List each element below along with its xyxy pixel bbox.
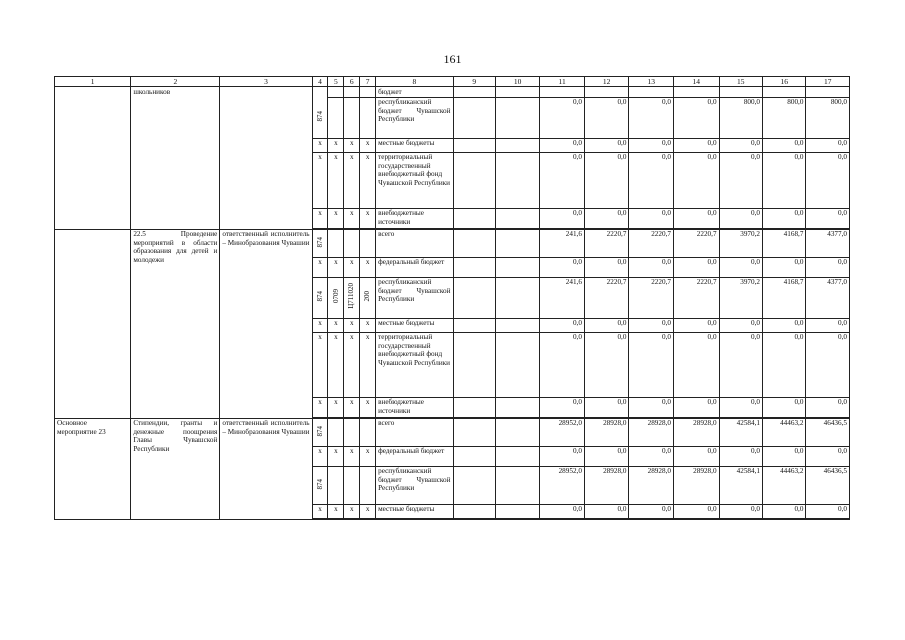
- value-cell: 800,0: [762, 97, 805, 138]
- measure-executor: ответственный исполнитель – Минобразования Чувашии: [220, 229, 312, 418]
- table-row: Основное мероприятие 23 Стипендии, гранты и денежные поощрения Главы Чувашской Республики ответственный исполнитель – Минобразования Чувашии 874 всего 28952,0 28928,0 28928,0 28928,0 42584,1 44463,2 46436,5: [55, 418, 850, 446]
- grbs-code: 874: [315, 291, 324, 302]
- header-cell: 7: [360, 77, 376, 87]
- table-row: x x x x федеральный бюджет 0,0 0,0 0,0 0,0 0,0 0,0 0,0: [55, 446, 850, 466]
- page-number: 161: [443, 52, 462, 66]
- header-cell: 12: [584, 77, 629, 87]
- continuation-text: школьников: [131, 87, 220, 230]
- source-label: республиканский бюджет Чувашской Республики: [376, 277, 453, 318]
- source-label: местные бюджеты: [376, 318, 453, 332]
- source-label: всего: [376, 418, 453, 446]
- header-cell: 5: [328, 77, 344, 87]
- header-cell: 4: [312, 77, 328, 87]
- header-cell: 8: [376, 77, 453, 87]
- grbs-code: 874: [315, 478, 324, 490]
- header-cell: 13: [629, 77, 674, 87]
- expense-type-code: 200: [363, 291, 372, 302]
- table-row: 22.5 Проведение мероприятий в области образования для детей и молодежи ответственный исполнитель – Минобразования Чувашии 874 всего 241,6 2220,7 2220,7 2220,7 3970,2 4168,7 4377,0: [55, 229, 850, 257]
- source-label: федеральный бюджет: [376, 257, 453, 277]
- table-row: x x x x местные бюджеты 0,0 0,0 0,0 0,0 0,0 0,0 0,0: [55, 318, 850, 332]
- header-cell: 11: [540, 77, 585, 87]
- value-cell: 800,0: [719, 97, 762, 138]
- header-cell: 3: [220, 77, 312, 87]
- table-row: 874 республиканский бюджет Чувашской Республики 28952,0 28928,0 28928,0 28928,0 42584,1 44463,2 46436,5: [55, 466, 850, 504]
- source-label: республиканский бюджет Чувашской Республики: [376, 466, 453, 504]
- table-row: x x x x территориальный государственный внебюджетный фонд Чувашской Республики 0,0 0,0 0,0 0,0 0,0 0,0 0,0: [55, 332, 850, 397]
- header-cell: 17: [806, 77, 850, 87]
- source-label: бюджет: [376, 87, 453, 98]
- source-label: республиканский бюджет Чувашской Республики: [376, 97, 453, 138]
- measure-executor: ответственный исполнитель – Минобразования Чувашии: [220, 418, 312, 519]
- source-label: внебюджетные источники: [376, 397, 453, 417]
- source-label: территориальный государственный внебюджетный фонд Чувашской Республики: [376, 152, 453, 208]
- value-cell: 0,0: [584, 97, 629, 138]
- measure-label: Основное мероприятие 23: [55, 418, 131, 519]
- header-cell: 2: [131, 77, 220, 87]
- grbs-code: 874: [315, 110, 324, 122]
- budget-table: [54, 76, 850, 520]
- target-article-code: Ц711020: [347, 283, 356, 310]
- header-cell: 6: [344, 77, 360, 87]
- header-cell: 14: [673, 77, 719, 87]
- header-cell: 10: [495, 77, 540, 87]
- measure-name: Стипендии, гранты и денежные поощрения Главы Чувашской Республики: [131, 418, 220, 519]
- section-code: 0709: [331, 289, 340, 304]
- source-label: внебюджетные источники: [376, 208, 453, 228]
- measure-name: 22.5 Проведение мероприятий в области образования для детей и молодежи: [131, 229, 220, 418]
- source-label: всего: [376, 229, 453, 257]
- table-row: x x x x местные бюджеты 0,0 0,0 0,0 0,0 0,0 0,0 0,0: [55, 504, 850, 518]
- grbs-code: 874: [315, 236, 324, 248]
- table-row: x x x x внебюджетные источники 0,0 0,0 0,0 0,0 0,0 0,0 0,0: [55, 397, 850, 417]
- table-row: x x x x территориальный государственный внебюджетный фонд Чувашской Республики 0,0 0,0 0,0 0,0 0,0 0,0 0,0: [55, 152, 850, 208]
- table-row: 874 0709 Ц711020 200 республиканский бюджет Чувашской Республики 241,6 2220,7 2220,7 2220,7 3970,2 4168,7 4377,0: [55, 277, 850, 318]
- header-cell: 9: [453, 77, 495, 87]
- header-row: [55, 77, 850, 87]
- header-cell: 1: [55, 77, 131, 87]
- source-label: федеральный бюджет: [376, 446, 453, 466]
- value-cell: 0,0: [673, 97, 719, 138]
- value-cell: 0,0: [629, 97, 674, 138]
- grbs-code: 874: [315, 425, 324, 437]
- source-label: местные бюджеты: [376, 504, 453, 518]
- table-row: x x x x внебюджетные источники 0,0 0,0 0,0 0,0 0,0 0,0 0,0: [55, 208, 850, 228]
- header-cell: 15: [719, 77, 762, 87]
- table-row: x x x x местные бюджеты 0,0 0,0 0,0 0,0 0,0 0,0 0,0: [55, 138, 850, 152]
- table-row: [55, 87, 850, 98]
- source-label: местные бюджеты: [376, 138, 453, 152]
- value-cell: 800,0: [806, 97, 850, 138]
- table-row: x x x x федеральный бюджет 0,0 0,0 0,0 0,0 0,0 0,0 0,0: [55, 257, 850, 277]
- value-cell: 0,0: [540, 97, 585, 138]
- source-label: территориальный государственный внебюджетный фонд Чувашской Республики: [376, 332, 453, 397]
- header-cell: 16: [762, 77, 805, 87]
